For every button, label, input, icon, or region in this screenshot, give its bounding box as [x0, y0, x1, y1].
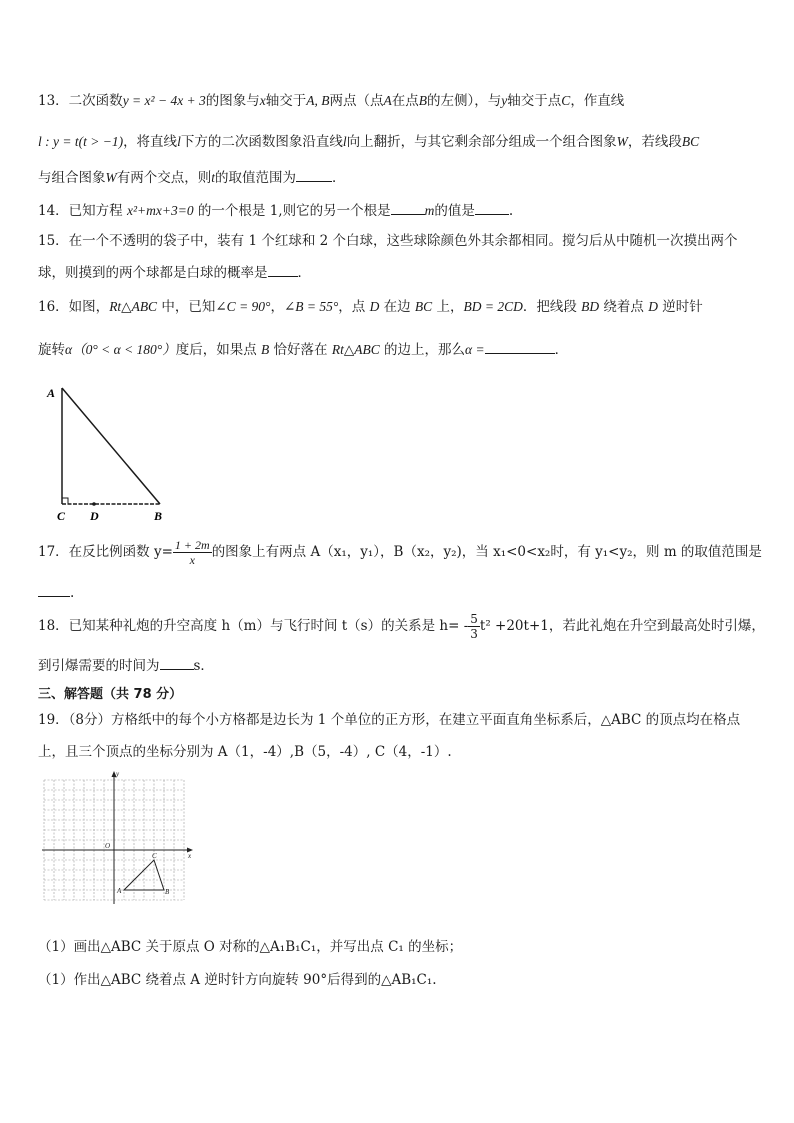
- q16-line2: 旋转α（0° < α < 180°）度后，如果点 B 恰好落在 Rt△ABC 的边上，那么α = ．: [38, 338, 568, 358]
- q19-part2: （1）作出△ABC 绕着点 A 逆时针方向旋转 90°后得到的△AB₁C₁.: [38, 972, 437, 988]
- answer-blank[interactable]: [38, 582, 70, 597]
- answer-blank[interactable]: [475, 200, 509, 215]
- label-d: D: [90, 509, 99, 523]
- point-d-dot: [92, 502, 96, 506]
- q13-line2: l : y = t(t > −1)，将直线l下方的二次函数图象沿直线l向上翻折，与其它剩余部分组成一个组合图象W，若线段BC: [38, 134, 700, 150]
- q18-line1: 18．已知某种礼炮的升空高度 h（m）与飞行时间 t（s）的关系是 h= - $\frac{5}{3}$ t² +20t+1，若此礼炮在升空到最高处时引爆，: [38, 612, 765, 641]
- fraction: $\frac{1 + 2m}{x}$: [174, 538, 210, 567]
- q13-line3: 与组合图象W有两个交点，则t的取值范围为 ．: [38, 166, 346, 186]
- label-b: B: [154, 509, 163, 523]
- q18-line2: 到引爆需要的时间为 s．: [38, 654, 214, 674]
- q14-line: 14．已知方程 x²+mx+3=0 的一个根是 1,则它的另一个根是 m的值是 .: [38, 199, 513, 219]
- fraction: $\frac{5}{3}$: [470, 612, 478, 641]
- q15-line2: 球，则摸到的两个球都是白球的概率是 ．: [38, 261, 311, 281]
- answer-blank[interactable]: [268, 262, 298, 277]
- label-x-axis: x: [188, 852, 192, 860]
- answer-blank[interactable]: [391, 200, 425, 215]
- answer-blank[interactable]: [160, 655, 194, 670]
- label-c: C: [57, 509, 66, 523]
- answer-blank[interactable]: [296, 167, 332, 182]
- label-y-axis: y: [116, 770, 120, 778]
- right-triangle-figure: [40, 380, 180, 525]
- label-b: B: [165, 888, 170, 896]
- q17-line1: 17．在反比例函数 y= $\frac{1 + 2m}{x}$ 的图象上有两点 A（x₁，y₁），B（x₂，y₂)，当 x₁<0<x₂时，有 y₁<y₂，则 m 的取值范围是: [38, 538, 762, 567]
- label-c: C: [152, 852, 157, 860]
- right-angle-mark: [62, 498, 68, 504]
- label-a: A: [47, 386, 56, 400]
- label-origin: O: [105, 842, 111, 850]
- q13-line1: 13．二次函数y = x² − 4x + 3的图象与x轴交于A, B两点（点A在点B的左侧），与y轴交于点C，作直线: [38, 93, 625, 109]
- q19-line2: 上，且三个顶点的坐标分别为 A（1，-4）,B（5，-4）, C（4，-1）.: [38, 744, 452, 760]
- coordinate-grid-figure: [38, 770, 198, 922]
- q19-part1: （1）画出△ABC 关于原点 O 对称的△A₁B₁C₁，并写出点 C₁ 的坐标；: [38, 939, 463, 955]
- q19-line1: 19．（8分）方格纸中的每个小方格都是边长为 1 个单位的正方形，在建立平面直角坐标系后，△ABC 的顶点均在格点: [38, 712, 741, 728]
- side-ab: [62, 388, 160, 504]
- section-heading: 三、解答题（共 78 分）: [38, 687, 183, 702]
- q16-line1: 16．如图，Rt△ABC 中，已知∠C = 90°，∠B = 55°，点 D 在边 BC 上，BD = 2CD．把线段 BD 绕着点 D 逆时针: [38, 299, 703, 315]
- answer-blank[interactable]: [485, 339, 555, 354]
- q15-line1: 15．在一个不透明的袋子中，装有 1 个红球和 2 个白球，这些球除颜色外其余都相同。搅匀后从中随机一次摸出两个: [38, 233, 738, 249]
- q17-line2: .: [38, 582, 74, 601]
- label-a: A: [117, 887, 122, 895]
